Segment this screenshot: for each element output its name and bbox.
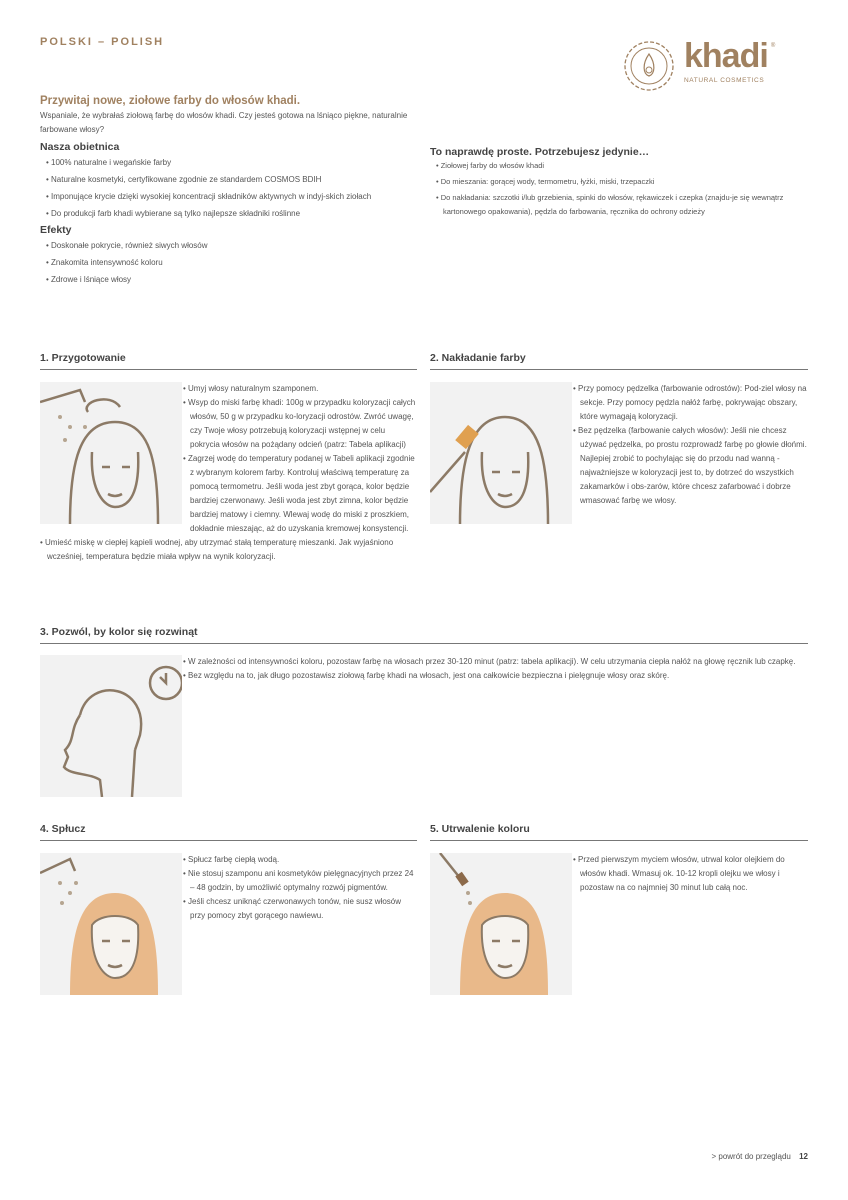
promise-list: [40, 156, 420, 221]
logo-words: [684, 38, 775, 85]
list-item: • Imponujące krycie dzięki wysokiej koncentracji składników aktywnych w indyj-skich ziołach: [46, 190, 420, 204]
back-to-overview-link[interactable]: > powrót do przeglądu: [711, 1152, 791, 1161]
list-item: • Bez względu na to, jak długo pozostawisz ziołową farbę khadi na włosach, jest ona całkowicie bezpieczna i pielęgnuje włosy oraz skórę.: [40, 669, 808, 683]
page-number: 12: [799, 1152, 808, 1161]
list-item: • Spłucz farbę ciepłą wodą.: [40, 853, 417, 867]
list-item: • Ziołowej farby do włosów khadi: [436, 159, 808, 173]
needs-list: [430, 159, 808, 219]
list-item: • Doskonałe pokrycie, również siwych włosów: [46, 239, 420, 253]
list-item: • W zależności od intensywności koloru, pozostaw farbę na włosach przez 30-120 minut (patrz: tabela aplikacji). W celu utrzymania ciepła nałóż na głowę ręcznik lub czapkę.: [40, 655, 808, 669]
intro-title: Przywitaj nowe, ziołowe farby do włosów khadi.: [40, 95, 301, 107]
shower-wash-illustration: [40, 382, 182, 524]
footer: [711, 1152, 808, 1161]
step-3: [40, 626, 808, 799]
step-title: 5. Utrwalenie koloru: [430, 823, 808, 841]
list-item: • Do mieszania: gorącej wody, termometru, łyżki, miski, trzepaczki: [436, 175, 808, 189]
mandala-icon: [620, 38, 678, 94]
effects-title: Efekty: [40, 224, 72, 236]
list-item: • Umyj włosy naturalnym szamponem.: [40, 382, 417, 396]
step-5: [430, 823, 808, 997]
towel-wrap-illustration: [40, 655, 182, 797]
language-label: POLSKI – POLISH: [40, 36, 165, 48]
list-item: • Nie stosuj szamponu ani kosmetyków pielęgnacyjnych przez 24 – 48 godzin, by umożliwić optymalny rozwój pigmentów.: [40, 867, 417, 895]
list-item: • Zdrowe i lśniące włosy: [46, 273, 420, 287]
list-item: • Do nakładania: szczotki i/lub grzebienia, spinki do włosów, rękawiczek i czepka (znajdu-je się wewnątrz kartonowego opakowania), pędzla do farbowania, ręcznika do ochrony odzieży: [436, 191, 808, 219]
effects-list: [40, 239, 420, 287]
oil-drop-illustration: [430, 853, 572, 995]
intro-text: Wspaniale, że wybrałaś ziołową farbę do włosów khadi. Czy jesteś gotowa na lśniąco piękne, naturalnie farbowane włosy?: [40, 111, 408, 134]
step-title: 1. Przygotowanie: [40, 352, 417, 370]
list-item: • 100% naturalne i wegańskie farby: [46, 156, 420, 170]
step-title: 4. Spłucz: [40, 823, 417, 841]
list-item: • Umieść miskę w ciepłej kąpieli wodnej, aby utrzymać stałą temperaturę mieszanki. Jak wyjaśniono wcześniej, temperatura będzie miała wpływ na wynik koloryzacji.: [40, 536, 417, 564]
needs-title: To naprawdę proste. Potrzebujesz jedynie…: [430, 146, 650, 158]
step-1: [40, 352, 417, 564]
step-title: 3. Pozwól, by kolor się rozwinąt: [40, 626, 808, 644]
list-item: • Przy pomocy pędzelka (farbowanie odrostów): Pod-ziel włosy na sekcje. Przy pomocy pędzla nałóż farbę, pokrywając obszary, które wymagają koloryzacji.: [430, 382, 808, 424]
list-item: • Naturalne kosmetyki, certyfikowane zgodnie ze standardem COSMOS BDIH: [46, 173, 420, 187]
rinse-illustration: [40, 853, 182, 995]
list-item: • Bez pędzelka (farbowanie całych włosów): Jeśli nie chcesz używać pędzelka, po prostu rozprowadź farbę po głowie dłońmi. Najlepiej zrobić to pochylając się do przodu nad wanną - najważniejsze w koloryzacji jest to, by dotrzeć do wszystkich zakamarków i obs-zarów, które chcesz zafarbować i dobrze wmasować farbę we włosy.: [430, 424, 808, 508]
step-2: [430, 352, 808, 526]
list-item: • Do produkcji farb khadi wybierane są tylko najlepsze składniki roślinne: [46, 207, 420, 221]
logo-brand-row: [684, 38, 775, 74]
brand-tagline: NATURAL COSMETICS: [684, 77, 765, 84]
registered-mark: ®: [770, 43, 776, 49]
needs: [430, 146, 808, 221]
khadi-logo: [620, 38, 820, 98]
list-item: • Wsyp do miski farbę khadi: 100g w przypadku koloryzacji całych włosów, 50 g w przypadku ko-loryzacji odrostów. Zwróć uwagę, czy Twoje włosy potrzebują koloryzacji wstępnej w celu pokrycia włosów na pożądany odcień (patrz: Tabela aplikacji): [40, 396, 417, 452]
step-title: 2. Nakładanie farby: [430, 352, 808, 370]
step-4: [40, 823, 417, 997]
brand-name: khadi: [684, 37, 768, 75]
promise-title: Nasza obietnica: [40, 141, 120, 153]
brush-application-illustration: [430, 382, 572, 524]
list-item: • Znakomita intensywność koloru: [46, 256, 420, 270]
intro: [40, 95, 420, 290]
list-item: • Przed pierwszym myciem włosów, utrwal kolor olejkiem do włosów khadi. Wmasuj ok. 10-12 kropli olejku we włosy i pozostaw na co najmniej 30 minut lub całą noc.: [430, 853, 808, 895]
list-item: • Jeśli chcesz uniknąć czerwonawych tonów, nie susz włosów przy pomocy zbyt gorącego nawiewu.: [40, 895, 417, 923]
list-item: • Zagrzej wodę do temperatury podanej w Tabeli aplikacji zgodnie z wybranym kolorem farby. Kontroluj właściwą temperaturę za pomocą termometru. Jeśli woda jest zbyt gorąca, kolor będzie bardziej czerwonawy. Jeśli woda jest zbyt zimna, kolor będzie bardziej matowy i ciemny. Wlewaj wodę do miski z proszkiem, dokładnie mieszając, aż do uzyskania kremowej konsystencji.: [40, 452, 417, 536]
